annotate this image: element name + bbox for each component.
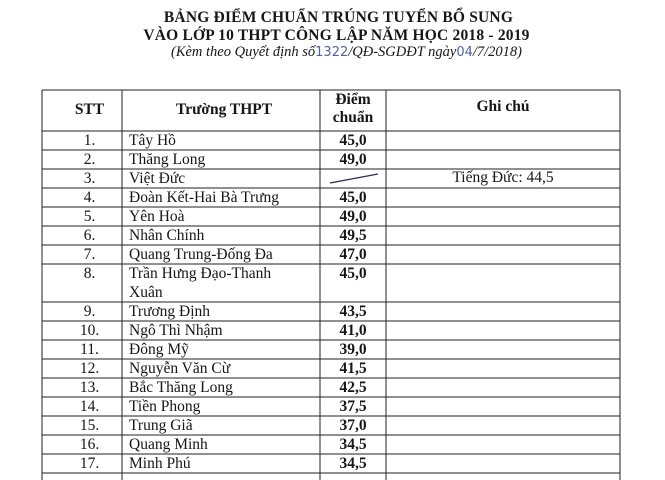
row-score: 37,5 bbox=[339, 398, 367, 415]
row-stt: 15. bbox=[79, 417, 100, 434]
row-school: Trần Hưng Đạo-Thanh bbox=[129, 265, 272, 282]
row-stt: 9. bbox=[83, 303, 96, 320]
row-score: 45,0 bbox=[339, 189, 367, 206]
row-school-line2: Xuân bbox=[129, 284, 163, 301]
row-school: Minh Phú bbox=[129, 455, 191, 472]
subtitle-middle: /QĐ-SGDĐT ngày bbox=[348, 44, 457, 60]
row-score: 37,0 bbox=[339, 417, 367, 434]
subtitle-suffix: /7/2018) bbox=[472, 44, 523, 60]
row-stt: 14. bbox=[79, 398, 100, 415]
row-score: 34,5 bbox=[339, 436, 367, 453]
row-score: 49,0 bbox=[339, 208, 367, 225]
row-stt: 17. bbox=[79, 455, 100, 472]
row-score: 45,0 bbox=[339, 265, 367, 282]
row-note: Tiếng Đức: 44,5 bbox=[452, 169, 554, 186]
row-school: Nguyễn Văn Cừ bbox=[129, 360, 231, 377]
row-school: Bắc Thăng Long bbox=[129, 379, 233, 396]
row-school: Đoàn Kết-Hai Bà Trưng bbox=[129, 189, 280, 206]
row-stt: 8. bbox=[83, 265, 96, 282]
row-school: Ngô Thì Nhậm bbox=[129, 322, 223, 339]
row-stt: 3. bbox=[83, 170, 96, 187]
row-stt: 2. bbox=[83, 151, 96, 168]
row-school: Việt Đức bbox=[129, 170, 186, 187]
row-school: Trương Định bbox=[129, 303, 211, 320]
row-score: 49,5 bbox=[339, 227, 367, 244]
row-score: 47,0 bbox=[339, 246, 367, 263]
document-title-line2: VÀO LỚP 10 THPT CÔNG LẬP NĂM HỌC 2018 - 2019 bbox=[143, 27, 530, 44]
row-score: 41,5 bbox=[339, 360, 367, 377]
document-title-line1: BẢNG ĐIỂM CHUẨN TRÚNG TUYỂN BỔ SUNG bbox=[163, 9, 514, 26]
row-score: 41,0 bbox=[339, 322, 367, 339]
header-school: Trường THPT bbox=[176, 101, 273, 118]
handwritten-day: 04 bbox=[456, 45, 473, 60]
row-score: 49,0 bbox=[339, 151, 367, 168]
row-school: Tiền Phong bbox=[129, 398, 201, 415]
header-score-line2: chuẩn bbox=[332, 109, 374, 126]
handwritten-decision-number: 1322 bbox=[315, 45, 349, 60]
row-stt: 12. bbox=[79, 360, 100, 377]
row-stt: 6. bbox=[83, 227, 96, 244]
row-stt: 4. bbox=[83, 189, 96, 206]
row-stt: 1. bbox=[83, 132, 96, 149]
row-school: Yên Hoà bbox=[129, 208, 185, 225]
row-stt: 16. bbox=[79, 436, 100, 453]
row-school: Nhân Chính bbox=[129, 227, 205, 244]
row-school: Quang Minh bbox=[129, 436, 208, 453]
row-school: Đông Mỹ bbox=[129, 341, 189, 358]
row-score: 39,0 bbox=[339, 341, 367, 358]
row-school: Tây Hồ bbox=[129, 132, 176, 149]
header-score-line1: Điểm bbox=[335, 91, 371, 108]
row-score: 43,5 bbox=[339, 303, 367, 320]
row-score: 42,5 bbox=[339, 379, 367, 396]
header-stt: STT bbox=[74, 101, 105, 118]
row-score: 45,0 bbox=[339, 132, 367, 149]
subtitle-prefix: (Kèm theo Quyết định số bbox=[170, 44, 316, 60]
row-stt: 13. bbox=[79, 379, 100, 396]
row-school: Trung Giã bbox=[129, 417, 193, 434]
row-stt: 5. bbox=[83, 208, 96, 225]
row-stt: 10. bbox=[79, 322, 100, 339]
header-note: Ghi chú bbox=[476, 98, 530, 115]
row-score: 34,5 bbox=[339, 455, 367, 472]
row-school: Quang Trung-Đống Đa bbox=[129, 246, 273, 263]
row-school: Thăng Long bbox=[129, 151, 206, 168]
handwritten-dash-mark bbox=[330, 174, 378, 183]
row-stt: 7. bbox=[83, 246, 96, 263]
row-stt: 11. bbox=[80, 341, 99, 358]
